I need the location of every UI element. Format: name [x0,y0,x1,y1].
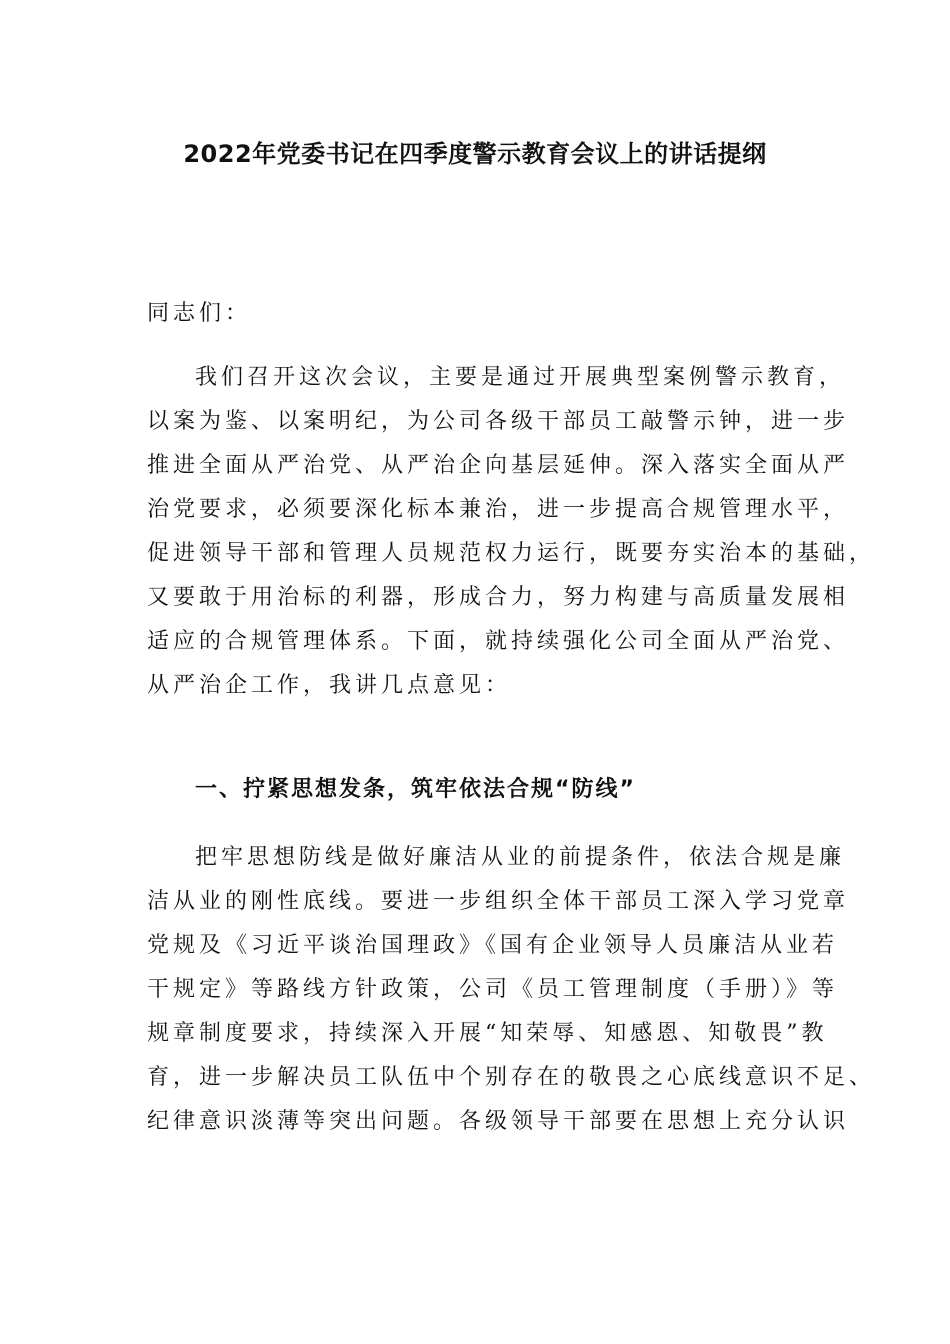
paragraph-section-1 [147,836,876,1144]
paragraph-line: 治党要求，必须要深化标本兼治，进一步提高合规管理水平， [147,497,850,522]
paragraph-line: 纪律意识淡薄等突出问题。各级领导干部要在思想上充分认识 [147,1109,850,1134]
paragraph-line: 洁从业的刚性底线。要进一步组织全体干部员工深入学习党章 [147,889,850,914]
salutation: 同志们： [147,301,252,326]
paragraph-line: 推进全面从严治党、从严治企向基层延伸。深入落实全面从严 [147,453,850,478]
paragraph-line: 育，进一步解决员工队伍中个别存在的敬畏之心底线意识不足、 [147,1065,876,1090]
paragraph-line: 党规及《习近平谈治国理政》《国有企业领导人员廉洁从业若 [147,933,839,958]
paragraph-intro [147,356,876,708]
document-title: 2022年党委书记在四季度警示教育会议上的讲话提纲 [183,140,767,168]
paragraph-line: 适应的合规管理体系。下面，就持续强化公司全面从严治党、 [147,629,850,654]
paragraph-line: 从严治企工作，我讲几点意见： [147,673,512,698]
paragraph-line: 干规定》等路线方针政策，公司《员工管理制度（手册）》等 [147,977,839,1002]
paragraph-line: 以案为鉴、以案明纪，为公司各级干部员工敲警示钟，进一步 [147,409,850,434]
paragraph-line: 促进领导干部和管理人员规范权力运行，既要夯实治本的基础， [147,541,876,566]
paragraph-line: 又要敢于用治标的利器，形成合力，努力构建与高质量发展相 [147,585,850,610]
paragraph-line: 把牢思想防线是做好廉洁从业的前提条件，依法合规是廉 [195,845,846,870]
section-heading-text: 一、拧紧思想发条，筑牢依法合规“防线” [195,777,636,802]
paragraph-line: 我们召开这次会议，主要是通过开展典型案例警示教育， [195,365,846,390]
paragraph-line: 规章制度要求，持续深入开展“知荣辱、知感恩、知敬畏”教 [147,1021,828,1046]
section-heading-1 [147,768,807,812]
